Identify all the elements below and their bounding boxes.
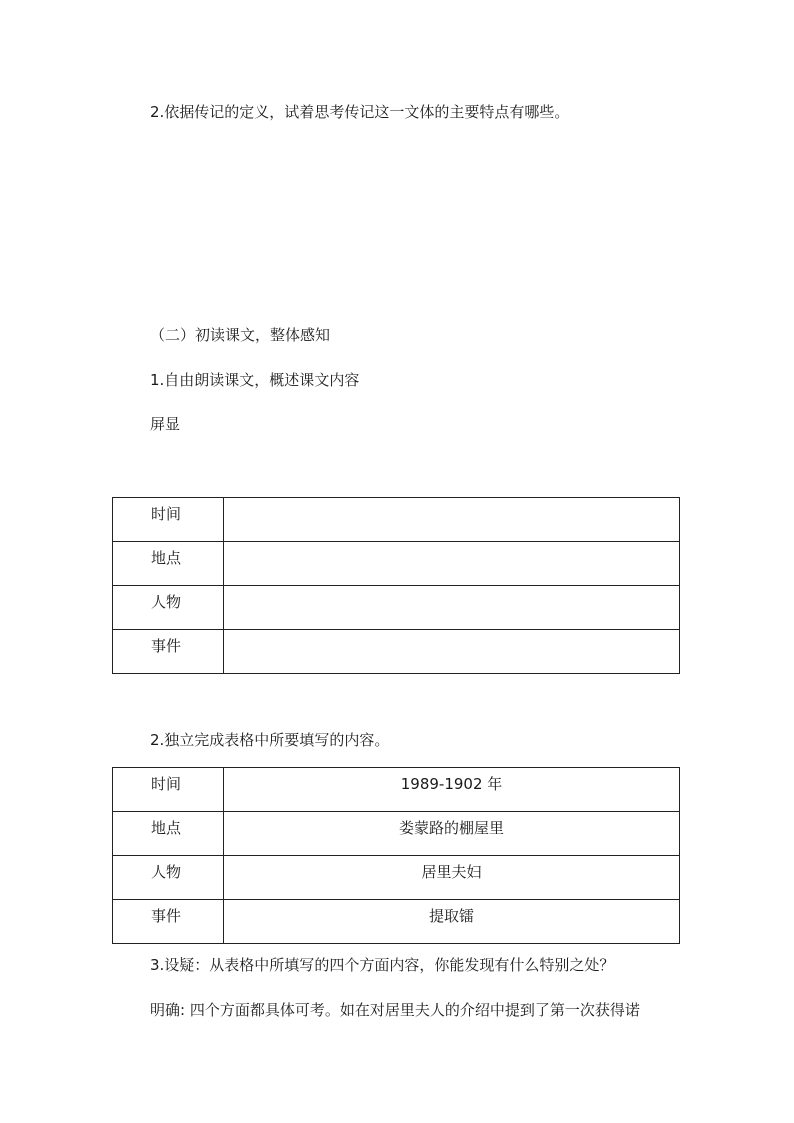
row-label: 地点 [113,542,224,586]
table-row [113,768,680,812]
row-value [224,542,680,586]
row-label: 人物 [113,586,224,630]
row-value [224,586,680,630]
section-title: （二）初读课文，整体感知 [150,326,331,344]
item-3: 3.设疑：从表格中所填写的四个方面内容，你能发现有什么特别之处？ [150,956,615,974]
screen-note: 屏显 [150,415,181,433]
row-value: 居里夫妇 [224,856,680,900]
row-label: 人物 [113,856,224,900]
table-row [113,498,680,542]
question-2: 2.依据传记的定义，试着思考传记这一文体的主要特点有哪些。 [150,103,570,121]
item-2: 2.独立完成表格中所要填写的内容。 [150,731,390,749]
row-value [224,498,680,542]
row-label: 时间 [113,768,224,812]
item-1: 1.自由朗读课文，概述课文内容 [150,371,360,389]
table-row [113,630,680,674]
table-row [113,586,680,630]
table-row [113,856,680,900]
row-value: 1989-1902 年 [224,768,680,812]
summary-table-filled [112,767,680,944]
row-label: 事件 [113,900,224,944]
row-value: 提取镭 [224,900,680,944]
summary-table-blank [112,497,680,674]
table-row [113,812,680,856]
answer-text: 明确: 四个方面都具体可考。如在对居里夫人的介绍中提到了第一次获得诺 [150,1001,640,1019]
table-row [113,542,680,586]
row-value [224,630,680,674]
row-label: 事件 [113,630,224,674]
row-value: 娄蒙路的棚屋里 [224,812,680,856]
table-row [113,900,680,944]
row-label: 时间 [113,498,224,542]
row-label: 地点 [113,812,224,856]
